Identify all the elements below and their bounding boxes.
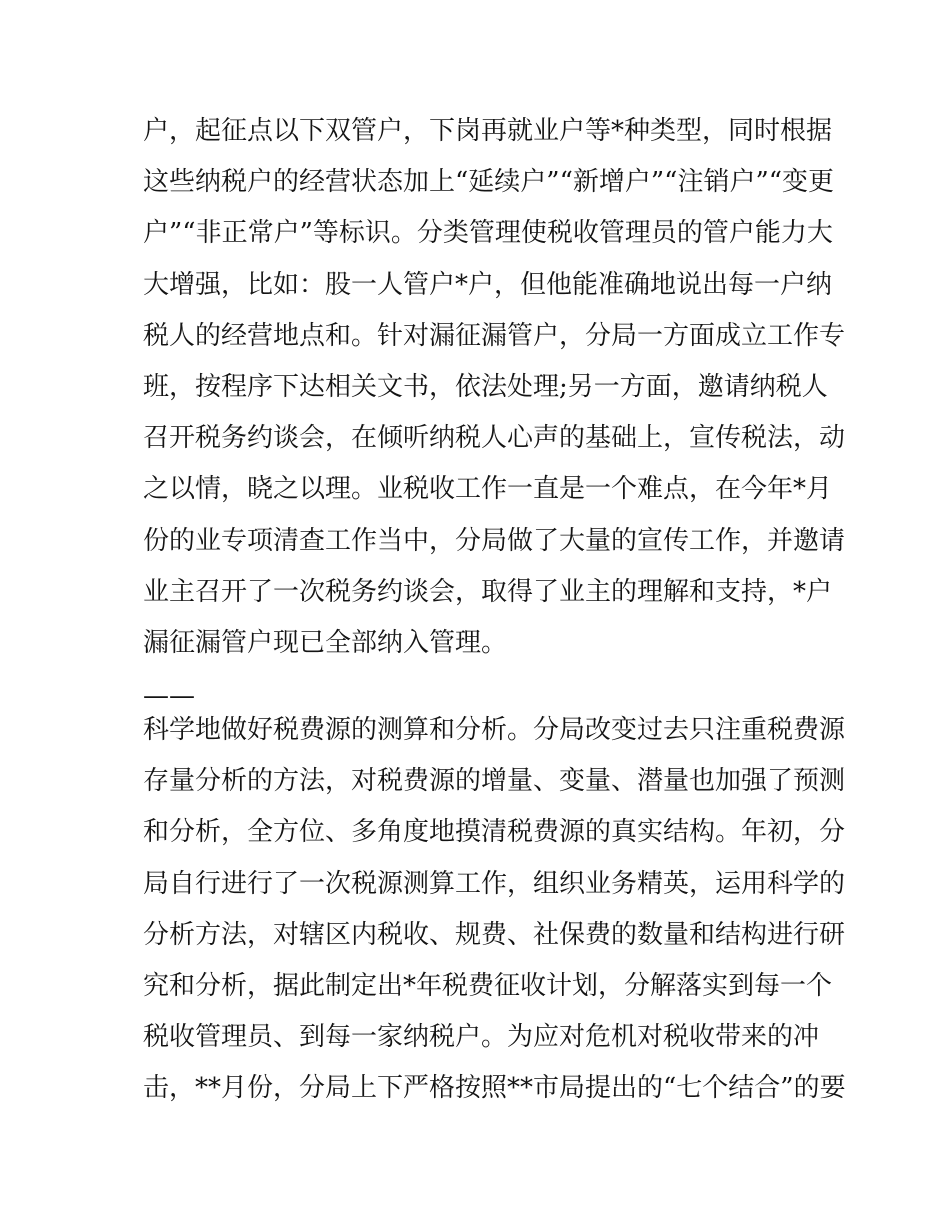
text-line: 这些纳税户的经营状态加上“延续户”“新增户”“注销户”“变更 [143,167,835,198]
text-line: 大增强，比如：股一人管户*户，但他能准确地说出每一户纳 [143,269,833,300]
text-line: 究和分析，据此制定出*年税费征收计划，分解落实到每一个 [143,970,833,1001]
text-line: 税收管理员、到每一家纳税户。为应对危机对税收带来的冲 [143,1022,820,1053]
text-line: 和分析，全方位、多角度地摸清税费源的真实结构。年初，分 [143,817,846,848]
text-line: 局自行进行了一次税源测算工作，组织业务精英，运用科学的 [143,868,846,899]
text-line: 召开税务约谈会，在倾听纳税人心声的基础上，宣传税法，动 [143,423,846,454]
text-line: 班，按程序下达相关文书，依法处理;另一方面，邀请纳税人 [143,371,828,402]
text-line: 税人的经营地点和。针对漏征漏管户，分局一方面成立工作专 [143,320,846,351]
text-line: 之以情，晓之以理。业税收工作一直是一个难点，在今年*月 [143,474,833,505]
text-line: 存量分析的方法，对税费源的增量、变量、潜量也加强了预测 [143,766,846,797]
separator-text: —— [143,681,195,711]
text-line: 漏征漏管户现已全部纳入管理。 [143,627,508,658]
paragraph-1 [143,106,846,669]
text-line: 户，起征点以下双管户，下岗再就业户等*种类型，同时根据 [143,116,833,146]
paragraph-2 [143,705,846,1115]
text-line: 击，**月份，分局上下严格按照**市局提出的“七个结合”的要 [143,1073,846,1104]
text-line: 份的业专项清查工作当中，分局做了大量的宣传工作，并邀请 [143,525,846,556]
text-line: 分析方法，对辖区内税收、规费、社保费的数量和结构进行研 [143,919,846,950]
text-line: 科学地做好税费源的测算和分析。分局改变过去只注重税费源 [143,715,846,745]
text-line: 户”“非正常户”等标识。分类管理使税收管理员的管户能力大 [143,218,833,249]
text-line: 业主召开了一次税务约谈会，取得了业主的理解和支持，*户 [143,576,833,607]
